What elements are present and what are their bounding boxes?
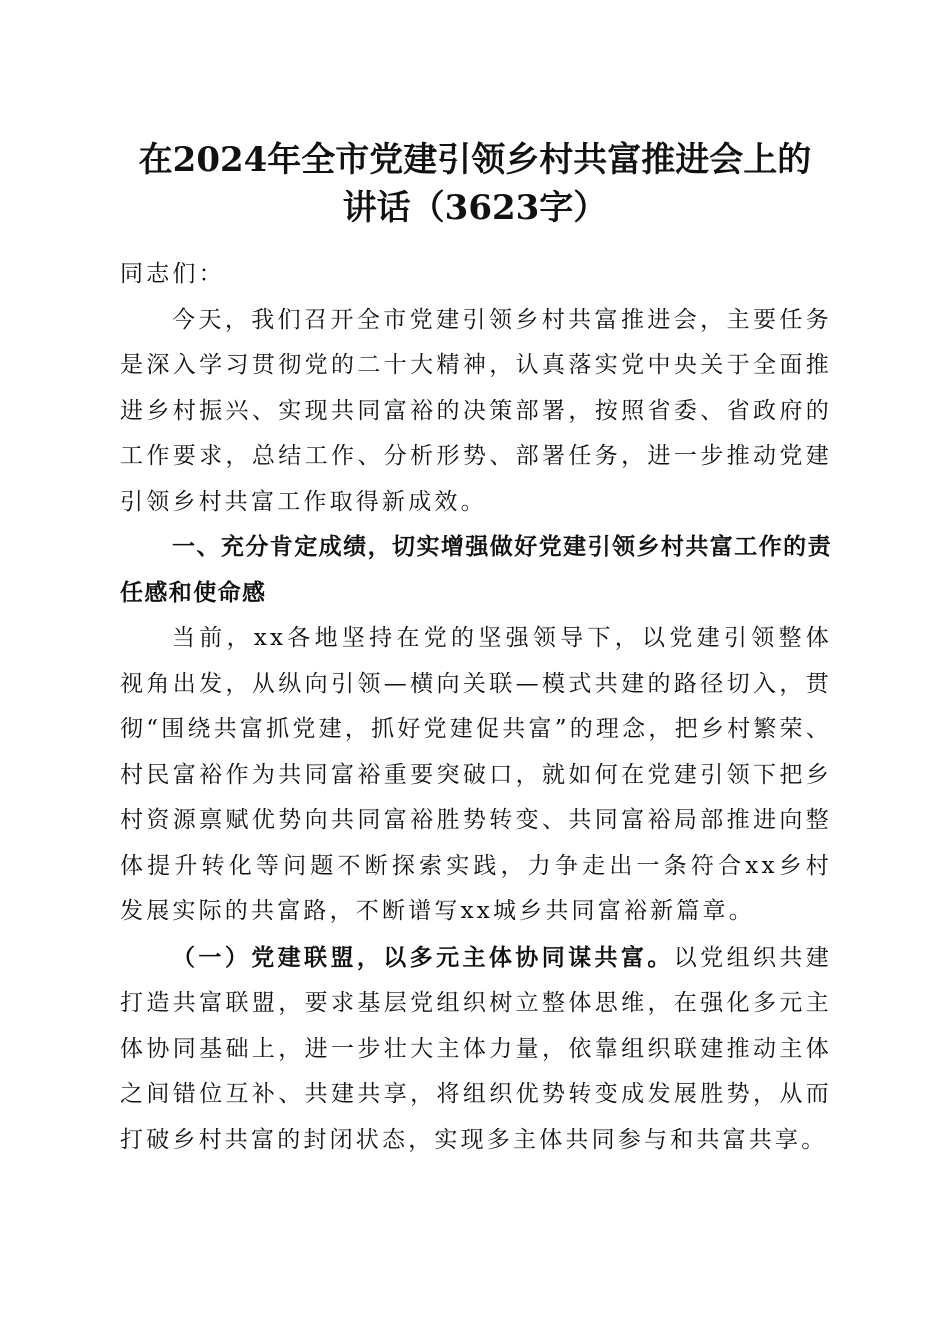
subsection-text-1: 以党组织共建打造共富联盟，要求基层党组织树立整体思维，在强化多元主体协同基础上，进一步壮大主体力量，依靠组织联建推动主体之间错位互补、共建共享，将组织优势转变成发展胜势，从而打破乡村共富的封闭状态，实现多主体共同参与和共富共享。 bbox=[120, 944, 832, 1153]
title-line-2: 讲话（3623字） bbox=[342, 188, 608, 228]
title-line-1: 在2024年全市党建引领乡村共富推进会上的 bbox=[138, 140, 812, 180]
document-body bbox=[120, 252, 832, 1163]
paragraph-opening: 今天，我们召开全市党建引领乡村共富推进会，主要任务是深入学习贯彻党的二十大精神，认真落实党中央关于全面推进乡村振兴、实现共同富裕的决策部署，按照省委、省政府的工作要求，总结工作、分析形势、部署任务，进一步推动党建引领乡村共富工作取得新成效。 bbox=[120, 306, 832, 515]
subsection-lead-1: （一）党建联盟，以多元主体协同谋共富。 bbox=[172, 943, 674, 971]
section-heading-1: 一、充分肯定成绩，切实增强做好党建引领乡村共富工作的责任感和使命感 bbox=[120, 534, 832, 606]
document-title bbox=[100, 136, 850, 232]
paragraph-party-alliance bbox=[120, 935, 832, 1164]
salutation: 同志们： bbox=[120, 261, 225, 287]
paragraph-achievements: 当前，xx各地坚持在党的坚强领导下，以党建引领整体视角出发，从纵向引领—横向关联—模式共建的路径切入，贯彻“围绕共富抓党建，抓好党建促共富”的理念，把乡村繁荣、村民富裕作为共同富裕重要突破口，就如何在党建引领下把乡村资源禀赋优势向共同富裕胜势转变、共同富裕局部推进向整体提升转化等问题不断探索实践，力争走出一条符合xx乡村发展实际的共富路，不断谱写xx城乡共同富裕新篇章。 bbox=[120, 625, 832, 924]
